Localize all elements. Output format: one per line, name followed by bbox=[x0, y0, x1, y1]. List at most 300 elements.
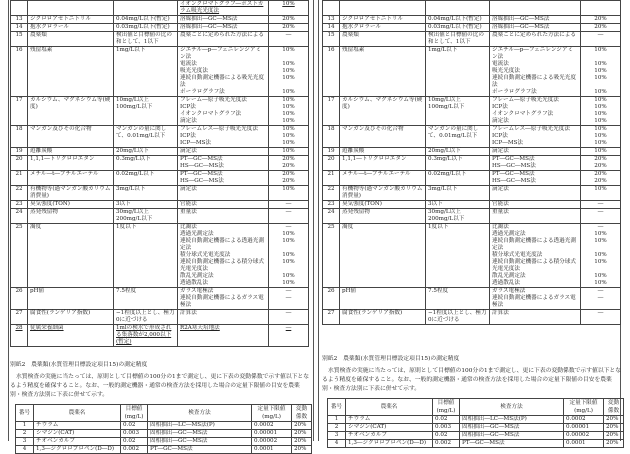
pesticide-name: シマジン(CAT) bbox=[34, 430, 121, 438]
item-number bbox=[323, 1, 340, 16]
column-header: 目標値(mg/L) bbox=[121, 405, 148, 422]
item-number: 27 bbox=[323, 310, 340, 325]
item-name: pH値 bbox=[340, 288, 426, 310]
quantification-limit: 0.0002 bbox=[564, 416, 604, 424]
test-method: PT―GC―MS法 bbox=[460, 440, 564, 448]
item-number: 17 bbox=[11, 97, 28, 126]
column-header: 番号 bbox=[328, 399, 346, 416]
quantification-limit: 0.00001 bbox=[252, 430, 292, 438]
coefficient-of-variation: 10% bbox=[581, 111, 621, 118]
coefficient-of-variation: 20% bbox=[292, 438, 312, 446]
coefficient-of-variation: 20% bbox=[269, 171, 309, 179]
standard-value: 0.02mg/L以下 bbox=[426, 171, 490, 186]
coefficient-of-variation: 10% bbox=[581, 273, 621, 280]
pesticide-name: チオベンカルブ bbox=[34, 438, 121, 446]
row-number: 1 bbox=[328, 416, 346, 424]
table-row bbox=[323, 186, 621, 201]
method-name: 電流法 bbox=[178, 61, 269, 68]
method-name: 連続自動測定機器による吸光光度法 bbox=[178, 75, 269, 89]
table-row bbox=[323, 148, 621, 156]
table-row bbox=[11, 224, 309, 232]
item-name: 遊離炭酸 bbox=[28, 148, 114, 156]
method-name: 比濁法 bbox=[178, 224, 269, 232]
standard-value: 1mlの検水で形成される集落数が2,000以下(暫定) bbox=[114, 325, 178, 347]
test-method: PT―GC―MS法 bbox=[148, 446, 252, 454]
table-row bbox=[323, 209, 621, 224]
table-row bbox=[323, 32, 621, 47]
coefficient-of-variation: 10% bbox=[269, 104, 309, 111]
item-name: 腐食性(ランゲリア指数) bbox=[340, 310, 426, 325]
item-number: 27 bbox=[11, 310, 28, 325]
standard-value: 0.3mg/L以下 bbox=[426, 156, 490, 171]
target-value: 0.002 bbox=[433, 440, 460, 448]
standard-value: 0.03mg/L以下(暫定) bbox=[114, 24, 178, 32]
column-header: 農薬名 bbox=[34, 405, 121, 422]
coefficient-of-variation: 10% bbox=[581, 61, 621, 68]
table-row bbox=[323, 224, 621, 232]
method-name: 官能法 bbox=[490, 201, 581, 209]
method-name: 連続自動測定機器による透過光測定法 bbox=[178, 238, 269, 252]
coefficient-of-variation: 10% bbox=[581, 238, 621, 252]
coefficient-of-variation: 10% bbox=[581, 259, 621, 273]
item-number: 23 bbox=[323, 201, 340, 209]
row-number: 2 bbox=[328, 424, 346, 432]
table-row bbox=[323, 310, 621, 325]
method-name: ジエチル―p―フェニレンジアミン法 bbox=[490, 47, 581, 62]
standard-value: 0.3mg/L以下 bbox=[114, 156, 178, 171]
table-row bbox=[11, 171, 309, 179]
method-name: 計算法 bbox=[490, 310, 581, 325]
coefficient-of-variation: 10% bbox=[269, 89, 309, 97]
table-row bbox=[11, 310, 309, 325]
table-row bbox=[16, 430, 312, 438]
item-number: 18 bbox=[323, 126, 340, 148]
row-number: 2 bbox=[16, 430, 34, 438]
standard-value: 0.04mg/L以下(暫定) bbox=[426, 16, 490, 24]
coefficient-of-variation: 10% bbox=[581, 75, 621, 89]
coefficient-of-variation: 20% bbox=[604, 432, 624, 440]
standard-value: 0.04mg/L以下(暫定) bbox=[114, 16, 178, 24]
method-name: HS―GC―MS法 bbox=[490, 163, 581, 171]
standard-value: マンガンの量に関して、0.01mg/L以下 bbox=[114, 126, 178, 148]
method-name: 溶媒抽出―GC―MS法 bbox=[490, 24, 581, 32]
item-number: 22 bbox=[11, 186, 28, 201]
table-row bbox=[11, 148, 309, 156]
item-number: 13 bbox=[323, 16, 340, 24]
method-name: 滴定法 bbox=[178, 118, 269, 126]
coefficient-of-variation: 10% bbox=[269, 231, 309, 238]
coefficient-of-variation: 10% bbox=[581, 148, 621, 156]
coefficient-of-variation: 20% bbox=[269, 156, 309, 164]
coefficient-of-variation: 20% bbox=[581, 171, 621, 179]
item-number: 28 bbox=[11, 325, 28, 347]
standard-value: 3以下 bbox=[114, 201, 178, 209]
method-name: 滴定法 bbox=[178, 148, 269, 156]
item-number: 23 bbox=[11, 201, 28, 209]
table-row bbox=[11, 126, 309, 134]
coefficient-of-variation: 10% bbox=[269, 186, 309, 201]
table-row bbox=[11, 1, 309, 16]
item-number: 16 bbox=[11, 47, 28, 97]
test-method: 固相抽出―GC―MS法 bbox=[460, 432, 564, 440]
column-header: 検査方法 bbox=[460, 399, 564, 416]
coefficient-of-variation: 10% bbox=[269, 75, 309, 89]
item-number: 21 bbox=[323, 171, 340, 186]
standard-value: 10mg/L以上 100mg/L以下 bbox=[114, 97, 178, 126]
method-name: ICP―MS法 bbox=[178, 140, 269, 148]
method-name: 溶媒抽出―GC―MS法 bbox=[490, 16, 581, 24]
row-number: 3 bbox=[328, 432, 346, 440]
coefficient-of-variation: 10% bbox=[581, 89, 621, 97]
standard-value: 10mg/L以上 100mg/L以下 bbox=[426, 97, 490, 126]
method-name: 農薬ごとに定められた方法による bbox=[178, 32, 269, 47]
method-name: 透過光測定法 bbox=[178, 231, 269, 238]
table-row bbox=[16, 438, 312, 446]
item-name: pH値 bbox=[28, 288, 114, 310]
coefficient-of-variation: 20% bbox=[581, 16, 621, 24]
target-value: 0.002 bbox=[121, 446, 148, 454]
standard-value: 3mg/L以下 bbox=[426, 186, 490, 201]
coefficient-of-variation: 10% bbox=[581, 68, 621, 75]
method-name: フレームレス―原子吸光光度法 bbox=[490, 126, 581, 134]
coefficient-of-variation: ― bbox=[269, 295, 309, 310]
pesticide-name: シマジン(CAT) bbox=[346, 424, 433, 432]
item-number: 25 bbox=[323, 224, 340, 288]
table-row bbox=[323, 126, 621, 134]
standard-value: 検出値と目標値の比の和として、1以下 bbox=[426, 32, 490, 47]
method-name: 計算法 bbox=[178, 310, 269, 325]
table-row bbox=[11, 24, 309, 32]
item-number: 26 bbox=[323, 288, 340, 310]
method-name: 滴定法 bbox=[490, 148, 581, 156]
quantification-limit: 0.0001 bbox=[252, 446, 292, 454]
standard-value: 7.5程度 bbox=[426, 288, 490, 310]
coefficient-of-variation: ― bbox=[269, 310, 309, 325]
item-name: 腐食性(ランゲリア指数) bbox=[28, 310, 114, 325]
method-name: ガラス電極法 bbox=[490, 288, 581, 296]
table-row bbox=[323, 97, 621, 105]
section-paragraph: 水質検査の実施に当たっては、原則として目標値の100分の1まで測定し、更に下表の変動係数で示す値以下となるよう精度を確保すること。なお、一般的測定機器・通常の検査方法を採用した場合の定量下限値の目安を農薬別・検査方法別に下表に併せて示す。 bbox=[10, 374, 310, 398]
coefficient-of-variation: ― bbox=[269, 224, 309, 232]
coefficient-of-variation: 20% bbox=[269, 178, 309, 186]
item-name: メチル―t―ブチルエーテル bbox=[28, 171, 114, 186]
coefficient-of-variation: ― bbox=[581, 295, 621, 310]
method-name: 連続自動測定機器によるガラス電極法 bbox=[178, 295, 269, 310]
standard-value: マンガンの量に関して、0.01mg/L以下 bbox=[426, 126, 490, 148]
pesticide-name: チオベンカルブ bbox=[346, 432, 433, 440]
item-name: 農薬類 bbox=[28, 32, 114, 47]
coefficient-of-variation: 20% bbox=[581, 156, 621, 164]
method-name: フレームレス―原子吸光光度法 bbox=[178, 126, 269, 134]
coefficient-of-variation: 10% bbox=[269, 273, 309, 280]
coefficient-of-variation: 10% bbox=[269, 238, 309, 252]
coefficient-of-variation: 10% bbox=[581, 186, 621, 201]
pesticide-name: チウラム bbox=[34, 422, 121, 430]
item-name: マンガン及びその化合物 bbox=[28, 126, 114, 148]
coefficient-of-variation: 10% bbox=[581, 97, 621, 105]
standard-value: 7.5程度 bbox=[114, 288, 178, 310]
coefficient-of-variation: 10% bbox=[581, 133, 621, 140]
item-number: 17 bbox=[323, 97, 340, 126]
method-name: 透過光測定法 bbox=[490, 231, 581, 238]
test-method: 固相抽出―LC―MS法(P) bbox=[460, 416, 564, 424]
section-title: 別紙2 農薬類(水質管理目標設定項目15)の測定精度 bbox=[322, 356, 460, 362]
method-name: HS―GC―MS法 bbox=[490, 178, 581, 186]
coefficient-of-variation: 10% bbox=[269, 111, 309, 118]
standard-value: 20mg/L以下 bbox=[114, 148, 178, 156]
coefficient-of-variation: 10% bbox=[269, 148, 309, 156]
coefficient-of-variation: 10% bbox=[581, 280, 621, 288]
target-value: 0.003 bbox=[121, 430, 148, 438]
pesticide-table bbox=[327, 398, 624, 448]
column-header: 定量下限値(mg/L) bbox=[252, 405, 292, 422]
coefficient-of-variation: 20% bbox=[581, 178, 621, 186]
item-name bbox=[340, 1, 426, 16]
method-name: 滴定法 bbox=[490, 118, 581, 126]
standard-value bbox=[426, 1, 490, 16]
coefficient-of-variation: 10% bbox=[581, 118, 621, 126]
table-row bbox=[11, 201, 309, 209]
coefficient-of-variation: 10% bbox=[581, 231, 621, 238]
method-name: 透過散乱法 bbox=[178, 280, 269, 288]
standard-value bbox=[114, 1, 178, 16]
method-name: PT―GC―MS法 bbox=[490, 171, 581, 179]
table-row bbox=[323, 288, 621, 296]
table-row bbox=[323, 24, 621, 32]
pesticide-name: チウラム bbox=[346, 416, 433, 424]
method-name: イオンクロマトグラフ法 bbox=[490, 111, 581, 118]
method-name: ICP法 bbox=[490, 104, 581, 111]
standard-value: 1度以下 bbox=[426, 224, 490, 288]
method-name: 重量法 bbox=[490, 209, 581, 224]
coefficient-of-variation: 20% bbox=[269, 163, 309, 171]
coefficient-of-variation: 10% bbox=[581, 252, 621, 259]
standard-value: 1mg/L以下 bbox=[426, 47, 490, 97]
coefficient-of-variation: ― bbox=[581, 288, 621, 296]
item-number: 16 bbox=[323, 47, 340, 97]
item-name: カルシウム、マグネシウム等(硬度) bbox=[28, 97, 114, 126]
column-header: 検査方法 bbox=[148, 405, 252, 422]
test-method: 固相抽出―GC―MS法 bbox=[460, 424, 564, 432]
method-name: ICP法 bbox=[178, 104, 269, 111]
method-name: 比濁法 bbox=[490, 224, 581, 232]
standard-value: 30mg/L以上 200mg/L以下 bbox=[114, 209, 178, 224]
coefficient-of-variation: 10% bbox=[581, 140, 621, 148]
coefficient-of-variation bbox=[581, 1, 621, 16]
method-name: ジエチル―p―フェニレンジアミン法 bbox=[178, 47, 269, 62]
method-name: フレーム―原子吸光光度法 bbox=[178, 97, 269, 105]
method-name: フレーム―原子吸光光度法 bbox=[490, 97, 581, 105]
coefficient-of-variation: 20% bbox=[292, 422, 312, 430]
method-name: ICP法 bbox=[178, 133, 269, 140]
coefficient-of-variation: ― bbox=[581, 201, 621, 209]
accuracy-table bbox=[10, 0, 309, 347]
item-name: 有機物等(過マンガン酸カリウム消費量) bbox=[340, 186, 426, 201]
section-paragraph: 水質検査の実施に当たっては、原則として目標値の100分の1まで測定し、更に下表の変動係数で示す値以下となるよう精度を確保すること。なお、一般的測定機器・通常の検査方法を採用した場合の定量下限値の目安を農薬別・検査方法別に下表に併せて示す。 bbox=[322, 368, 622, 392]
method-name: 連続自動測定機器によるガラス電極法 bbox=[490, 295, 581, 310]
row-number: 3 bbox=[16, 438, 34, 446]
coefficient-of-variation: 10% bbox=[269, 118, 309, 126]
coefficient-of-variation: ― bbox=[269, 288, 309, 296]
method-name: HS―GC―MS法 bbox=[178, 178, 269, 186]
item-name: 残留塩素 bbox=[28, 47, 114, 97]
column-header: 定量下限値(mg/L) bbox=[564, 399, 604, 416]
coefficient-of-variation: ― bbox=[269, 32, 309, 47]
item-number: 13 bbox=[11, 16, 28, 24]
item-name: 蒸発残留物 bbox=[28, 209, 114, 224]
item-number: 14 bbox=[323, 24, 340, 32]
method-name: 重量法 bbox=[178, 209, 269, 224]
test-method: 固相抽出―LC―MS法(P) bbox=[148, 422, 252, 430]
method-name: R2A寒天培地法 bbox=[178, 325, 269, 347]
coefficient-of-variation: ― bbox=[581, 209, 621, 224]
item-number: 18 bbox=[11, 126, 28, 148]
item-name: 農薬類 bbox=[340, 32, 426, 47]
item-name: 抱水クロラール bbox=[340, 24, 426, 32]
method-name: 官能法 bbox=[178, 201, 269, 209]
coefficient-of-variation: 10% bbox=[269, 259, 309, 273]
item-number: 20 bbox=[323, 156, 340, 171]
quantification-limit: 0.00002 bbox=[564, 432, 604, 440]
accuracy-table bbox=[322, 0, 621, 325]
table-row bbox=[323, 1, 621, 16]
item-number: 14 bbox=[11, 24, 28, 32]
coefficient-of-variation: ― bbox=[581, 224, 621, 232]
coefficient-of-variation: ― bbox=[269, 209, 309, 224]
column-header: 目標値(mg/L) bbox=[433, 399, 460, 416]
item-number: 24 bbox=[323, 209, 340, 224]
standard-value: 1mg/L以下 bbox=[114, 47, 178, 97]
coefficient-of-variation: 10% bbox=[269, 68, 309, 75]
item-name: 1,1,1―トリクロロエタン bbox=[340, 156, 426, 171]
item-name: 従属栄養細菌 bbox=[28, 325, 114, 347]
coefficient-of-variation: 10% bbox=[269, 280, 309, 288]
test-method: 固相抽出―GC―MS法 bbox=[148, 438, 252, 446]
coefficient-of-variation: 20% bbox=[604, 440, 624, 448]
table-row bbox=[11, 16, 309, 24]
coefficient-of-variation: 10% bbox=[581, 126, 621, 134]
item-number: 15 bbox=[11, 32, 28, 47]
pesticide-table bbox=[15, 404, 312, 454]
method-name: 滴定法 bbox=[178, 186, 269, 201]
standard-value: −1程度以上とし、極力0に近づける bbox=[426, 310, 490, 325]
coefficient-of-variation: 20% bbox=[292, 430, 312, 438]
method-name: ポーラログラフ法 bbox=[178, 89, 269, 97]
method-name: 連続自動測定機器による透過光測定法 bbox=[490, 238, 581, 252]
coefficient-of-variation: ― bbox=[269, 201, 309, 209]
target-value: 0.02 bbox=[121, 422, 148, 430]
item-name: 遊離炭酸 bbox=[340, 148, 426, 156]
item-name: メチル―t―ブチルエーテル bbox=[340, 171, 426, 186]
method-name bbox=[490, 1, 581, 16]
method-name: PT―GC―MS法 bbox=[178, 156, 269, 164]
method-name: 散乱光測定法 bbox=[178, 273, 269, 280]
pesticide-name: 1,3―ジクロロプロペン(D―D) bbox=[34, 446, 121, 454]
table-row bbox=[323, 16, 621, 24]
method-name: ICP法 bbox=[490, 133, 581, 140]
column-header: 番号 bbox=[16, 405, 34, 422]
table-row bbox=[11, 97, 309, 105]
coefficient-of-variation: 10% bbox=[269, 47, 309, 62]
coefficient-of-variation: 20% bbox=[292, 446, 312, 454]
table-row bbox=[328, 432, 624, 440]
quantification-limit: 0.0001 bbox=[564, 440, 604, 448]
pesticide-name: 1,3―ジクロロプロペン(D―D) bbox=[346, 440, 433, 448]
table-row bbox=[11, 288, 309, 296]
item-name: マンガン及びその化合物 bbox=[340, 126, 426, 148]
standard-value: 1度以下 bbox=[114, 224, 178, 288]
table-row bbox=[16, 422, 312, 430]
table-row bbox=[11, 209, 309, 224]
item-name: 蒸発残留物 bbox=[340, 209, 426, 224]
method-name: PT―GC―MS法 bbox=[178, 171, 269, 179]
method-name: 滴定法 bbox=[490, 186, 581, 201]
coefficient-of-variation: 20% bbox=[604, 424, 624, 432]
method-name: 積分球式光電光度法 bbox=[178, 252, 269, 259]
item-number: 26 bbox=[11, 288, 28, 310]
item-name: 有機物等(過マンガン酸カリウム消費量) bbox=[28, 186, 114, 201]
method-name: ガラス電極法 bbox=[178, 288, 269, 296]
row-number: 4 bbox=[328, 440, 346, 448]
column-header: 変動係数 bbox=[604, 399, 624, 416]
standard-value: 20mg/L以下 bbox=[426, 148, 490, 156]
method-name: HS―GC―MS法 bbox=[178, 163, 269, 171]
coefficient-of-variation: ― bbox=[269, 325, 309, 347]
item-number bbox=[11, 1, 28, 16]
item-name: 濁度 bbox=[340, 224, 426, 288]
method-name: ICP―MS法 bbox=[490, 140, 581, 148]
standard-value: 30mg/L以上 200mg/L以下 bbox=[426, 209, 490, 224]
table-row bbox=[328, 416, 624, 424]
item-name: 抱水クロラール bbox=[28, 24, 114, 32]
coefficient-of-variation: 20% bbox=[581, 24, 621, 32]
column-header: 変動係数 bbox=[292, 405, 312, 422]
method-name: 農薬ごとに定められた方法による bbox=[490, 32, 581, 47]
table-row bbox=[16, 446, 312, 454]
table-row bbox=[11, 47, 309, 62]
method-name: 吸光光度法 bbox=[490, 68, 581, 75]
quantification-limit: 0.00002 bbox=[252, 438, 292, 446]
method-name: 溶媒抽出―GC―MS法 bbox=[178, 16, 269, 24]
coefficient-of-variation: 10% bbox=[269, 1, 309, 16]
table-row bbox=[323, 47, 621, 62]
target-value: 0.02 bbox=[433, 416, 460, 424]
column-header: 農薬名 bbox=[346, 399, 433, 416]
item-name: ジクロロアセトニトリル bbox=[340, 16, 426, 24]
coefficient-of-variation: 10% bbox=[269, 252, 309, 259]
coefficient-of-variation: 10% bbox=[269, 97, 309, 105]
table-row bbox=[323, 156, 621, 164]
item-number: 15 bbox=[323, 32, 340, 47]
coefficient-of-variation: 20% bbox=[269, 16, 309, 24]
coefficient-of-variation: ― bbox=[581, 310, 621, 325]
method-name: PT―GC―MS法 bbox=[490, 156, 581, 164]
header-row bbox=[328, 399, 624, 416]
table-row bbox=[328, 424, 624, 432]
standard-value: 0.03mg/L以下(暫定) bbox=[426, 24, 490, 32]
method-name: 連続自動測定機器による積分球式光電光度法 bbox=[178, 259, 269, 273]
standard-value: 3mg/L以下 bbox=[114, 186, 178, 201]
coefficient-of-variation: 10% bbox=[269, 126, 309, 134]
coefficient-of-variation: 10% bbox=[269, 61, 309, 68]
item-name: 臭気強度(TON) bbox=[28, 201, 114, 209]
coefficient-of-variation: ― bbox=[581, 32, 621, 47]
method-name: 積分球式光電光度法 bbox=[490, 252, 581, 259]
item-name: 1,1,1―トリクロロエタン bbox=[28, 156, 114, 171]
item-name: 残留塩素 bbox=[340, 47, 426, 97]
table-row bbox=[11, 156, 309, 164]
method-name: 電流法 bbox=[490, 61, 581, 68]
